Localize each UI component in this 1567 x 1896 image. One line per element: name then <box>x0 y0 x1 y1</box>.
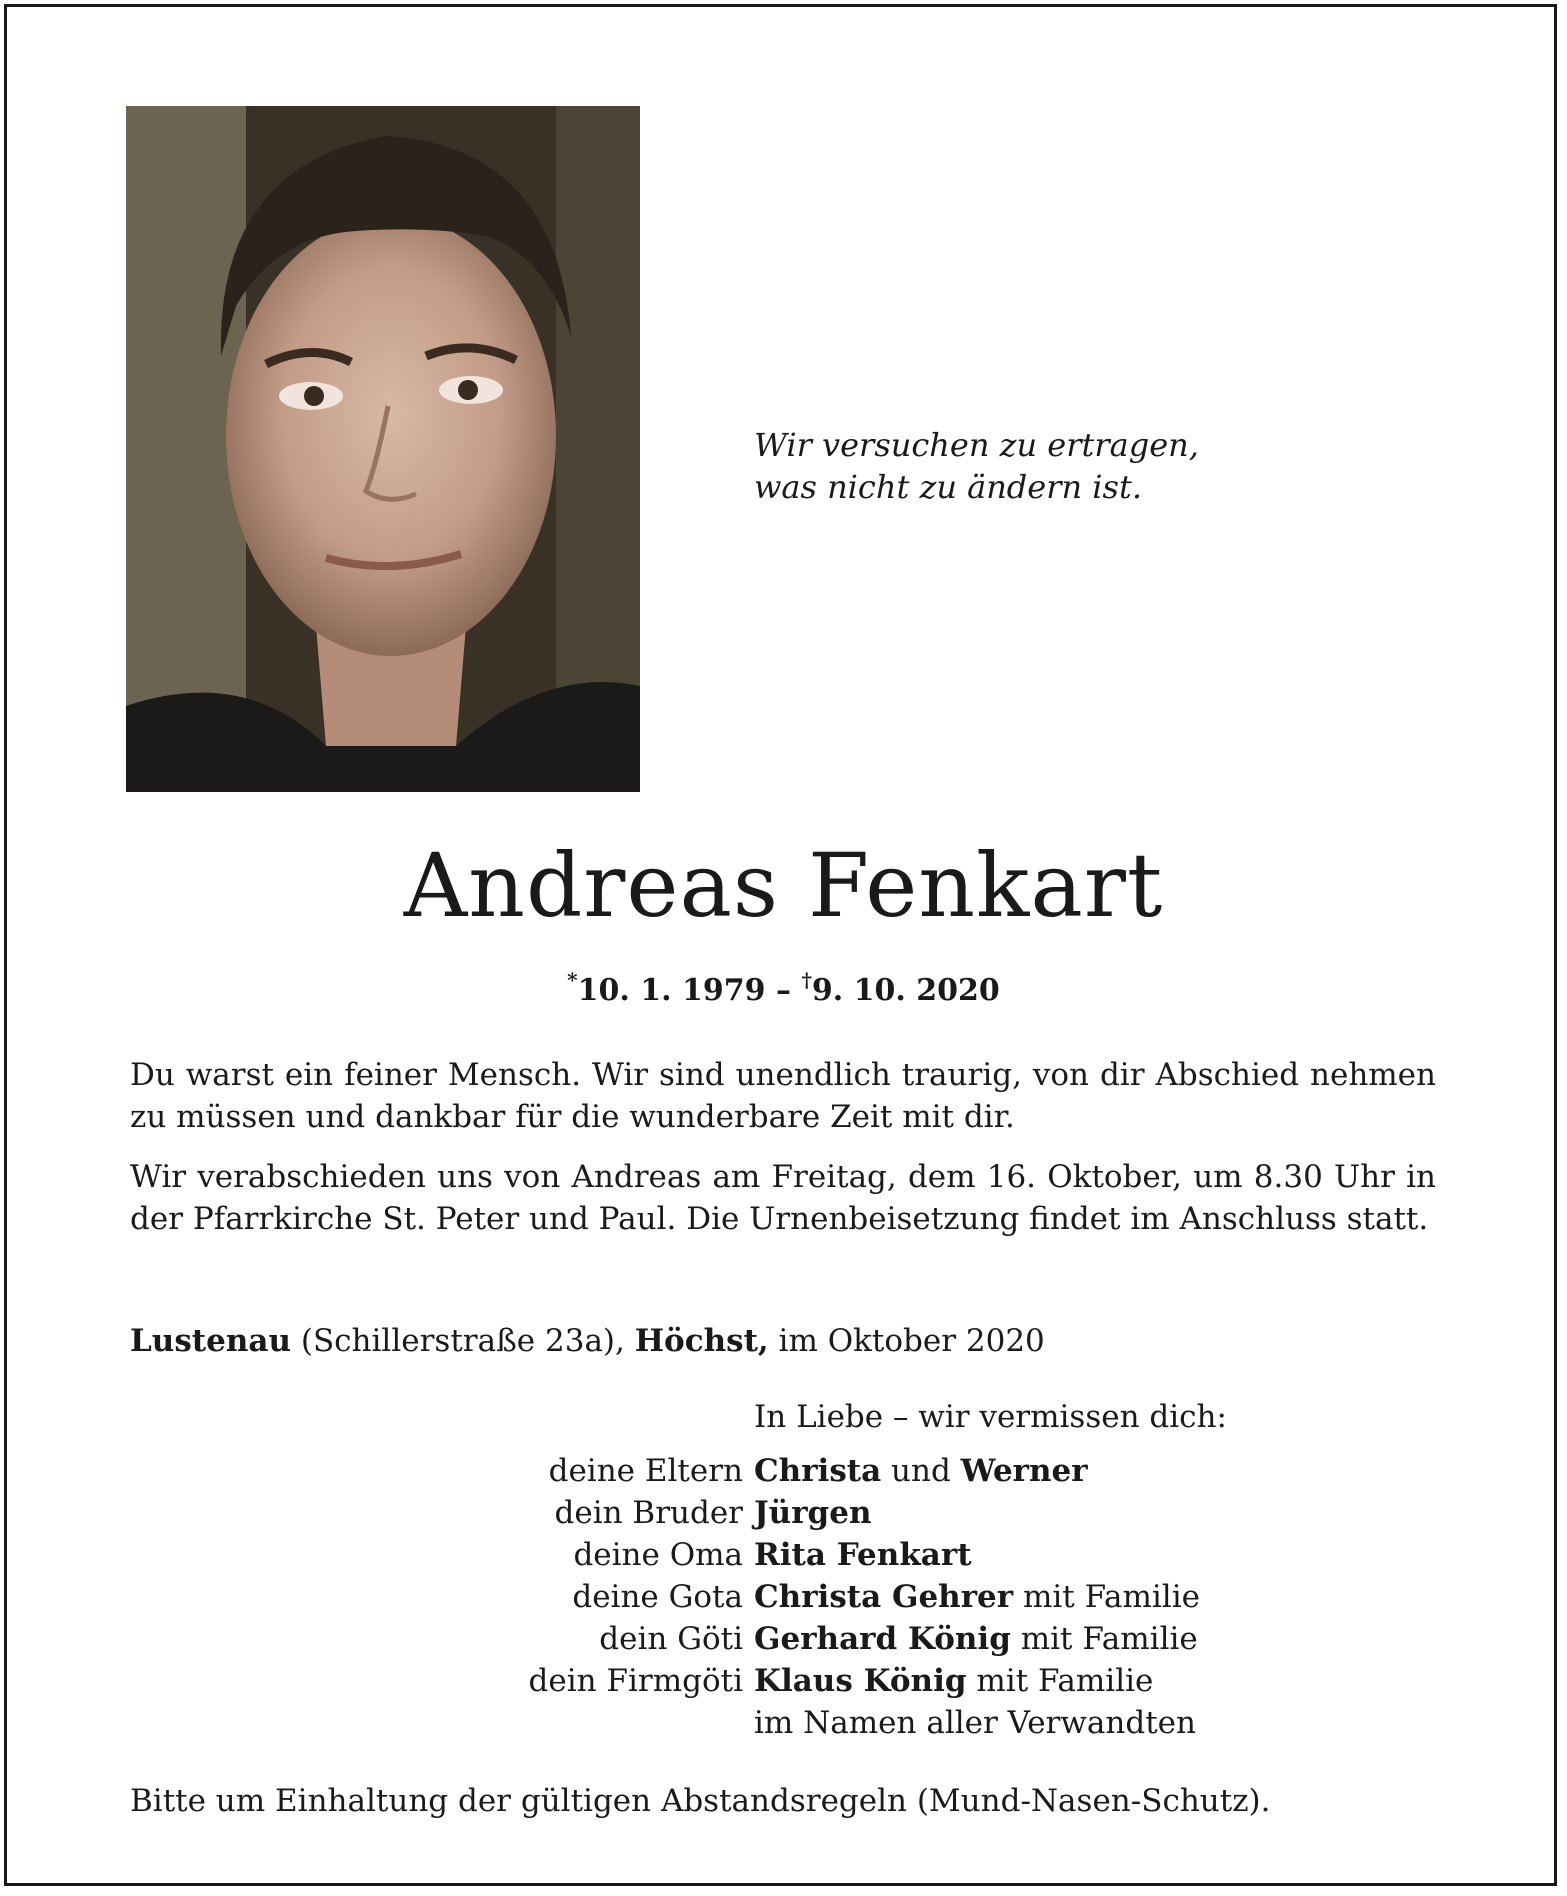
date-separator: – <box>765 973 802 1008</box>
name-joiner: und <box>881 1453 961 1489</box>
mourner-row <box>0 1576 1567 1618</box>
mourner-name: Werner <box>960 1453 1088 1489</box>
memorial-quote <box>754 424 1274 508</box>
month-year: im Oktober 2020 <box>768 1323 1045 1359</box>
mourner-names <box>754 1450 1088 1492</box>
quote-line-2: was nicht zu ändern ist. <box>754 468 1142 506</box>
mourner-suffix: mit Familie <box>1013 1579 1200 1615</box>
deceased-name: Andreas Fenkart <box>403 834 1164 937</box>
mourners-list <box>0 1450 1567 1744</box>
mourner-name: Christa <box>754 1453 882 1489</box>
life-dates <box>0 962 1567 1011</box>
mourner-names <box>754 1702 1196 1744</box>
distance-rules-note: Bitte um Einhaltung der gültigen Abstandsregeln (Mund-Nasen-Schutz). <box>130 1783 1271 1819</box>
relation-label: deine Oma <box>573 1537 743 1573</box>
mourner-row <box>0 1618 1567 1660</box>
mourner-names <box>754 1576 1200 1618</box>
mourner-names <box>754 1492 871 1534</box>
death-symbol: † <box>801 968 812 992</box>
portrait-photo <box>126 106 640 792</box>
paragraph-farewell: Du warst ein feiner Mensch. Wir sind unendlich traurig, von dir Abschied nehmen zu müssen und dankbar für die wunderbare Zeit mit dir. <box>130 1057 1436 1135</box>
death-date: 9. 10. 2020 <box>811 973 1000 1008</box>
relation-label: dein Göti <box>599 1621 743 1657</box>
mourner-name: Rita Fenkart <box>754 1537 972 1573</box>
mourner-names <box>754 1660 1153 1702</box>
mourner-name: Gerhard König <box>754 1621 1011 1657</box>
relation-label: deine Eltern <box>548 1453 743 1489</box>
birth-date: 10. 1. 1979 <box>577 973 766 1008</box>
mourner-suffix: im Namen aller Verwandten <box>754 1705 1196 1741</box>
mourner-row <box>0 1450 1567 1492</box>
town-hoechst: Höchst, <box>634 1323 769 1359</box>
town-lustenau: Lustenau <box>130 1323 291 1359</box>
mourner-suffix: mit Familie <box>1010 1621 1198 1657</box>
quote-line-1: Wir versuchen zu ertragen, <box>754 426 1199 464</box>
mourners-intro: In Liebe – wir vermissen dich: <box>754 1399 1227 1435</box>
place-and-date <box>130 1320 1045 1362</box>
address: (Schillerstraße 23a), <box>291 1323 635 1359</box>
mourner-row <box>0 1702 1567 1744</box>
birth-symbol: * <box>567 968 578 992</box>
paragraph-service: Wir verabschieden uns von Andreas am Freitag, dem 16. Oktober, um 8.30 Uhr in der Pfarrkirche St. Peter und Paul. Die Urnenbeisetzung findet im Anschluss statt. <box>130 1159 1436 1237</box>
mourner-name: Jürgen <box>754 1495 872 1531</box>
relation-label: dein Bruder <box>554 1495 743 1531</box>
mourner-name: Klaus König <box>754 1663 967 1699</box>
mourner-row <box>0 1492 1567 1534</box>
mourner-names <box>754 1534 972 1576</box>
relation-label: dein Firmgöti <box>528 1663 743 1699</box>
mourner-suffix: mit Familie <box>966 1663 1154 1699</box>
relation-label: deine Gota <box>572 1579 743 1615</box>
mourner-row <box>0 1534 1567 1576</box>
mourner-names <box>754 1618 1198 1660</box>
mourner-row <box>0 1660 1567 1702</box>
mourner-name: Christa Gehrer <box>754 1579 1014 1615</box>
